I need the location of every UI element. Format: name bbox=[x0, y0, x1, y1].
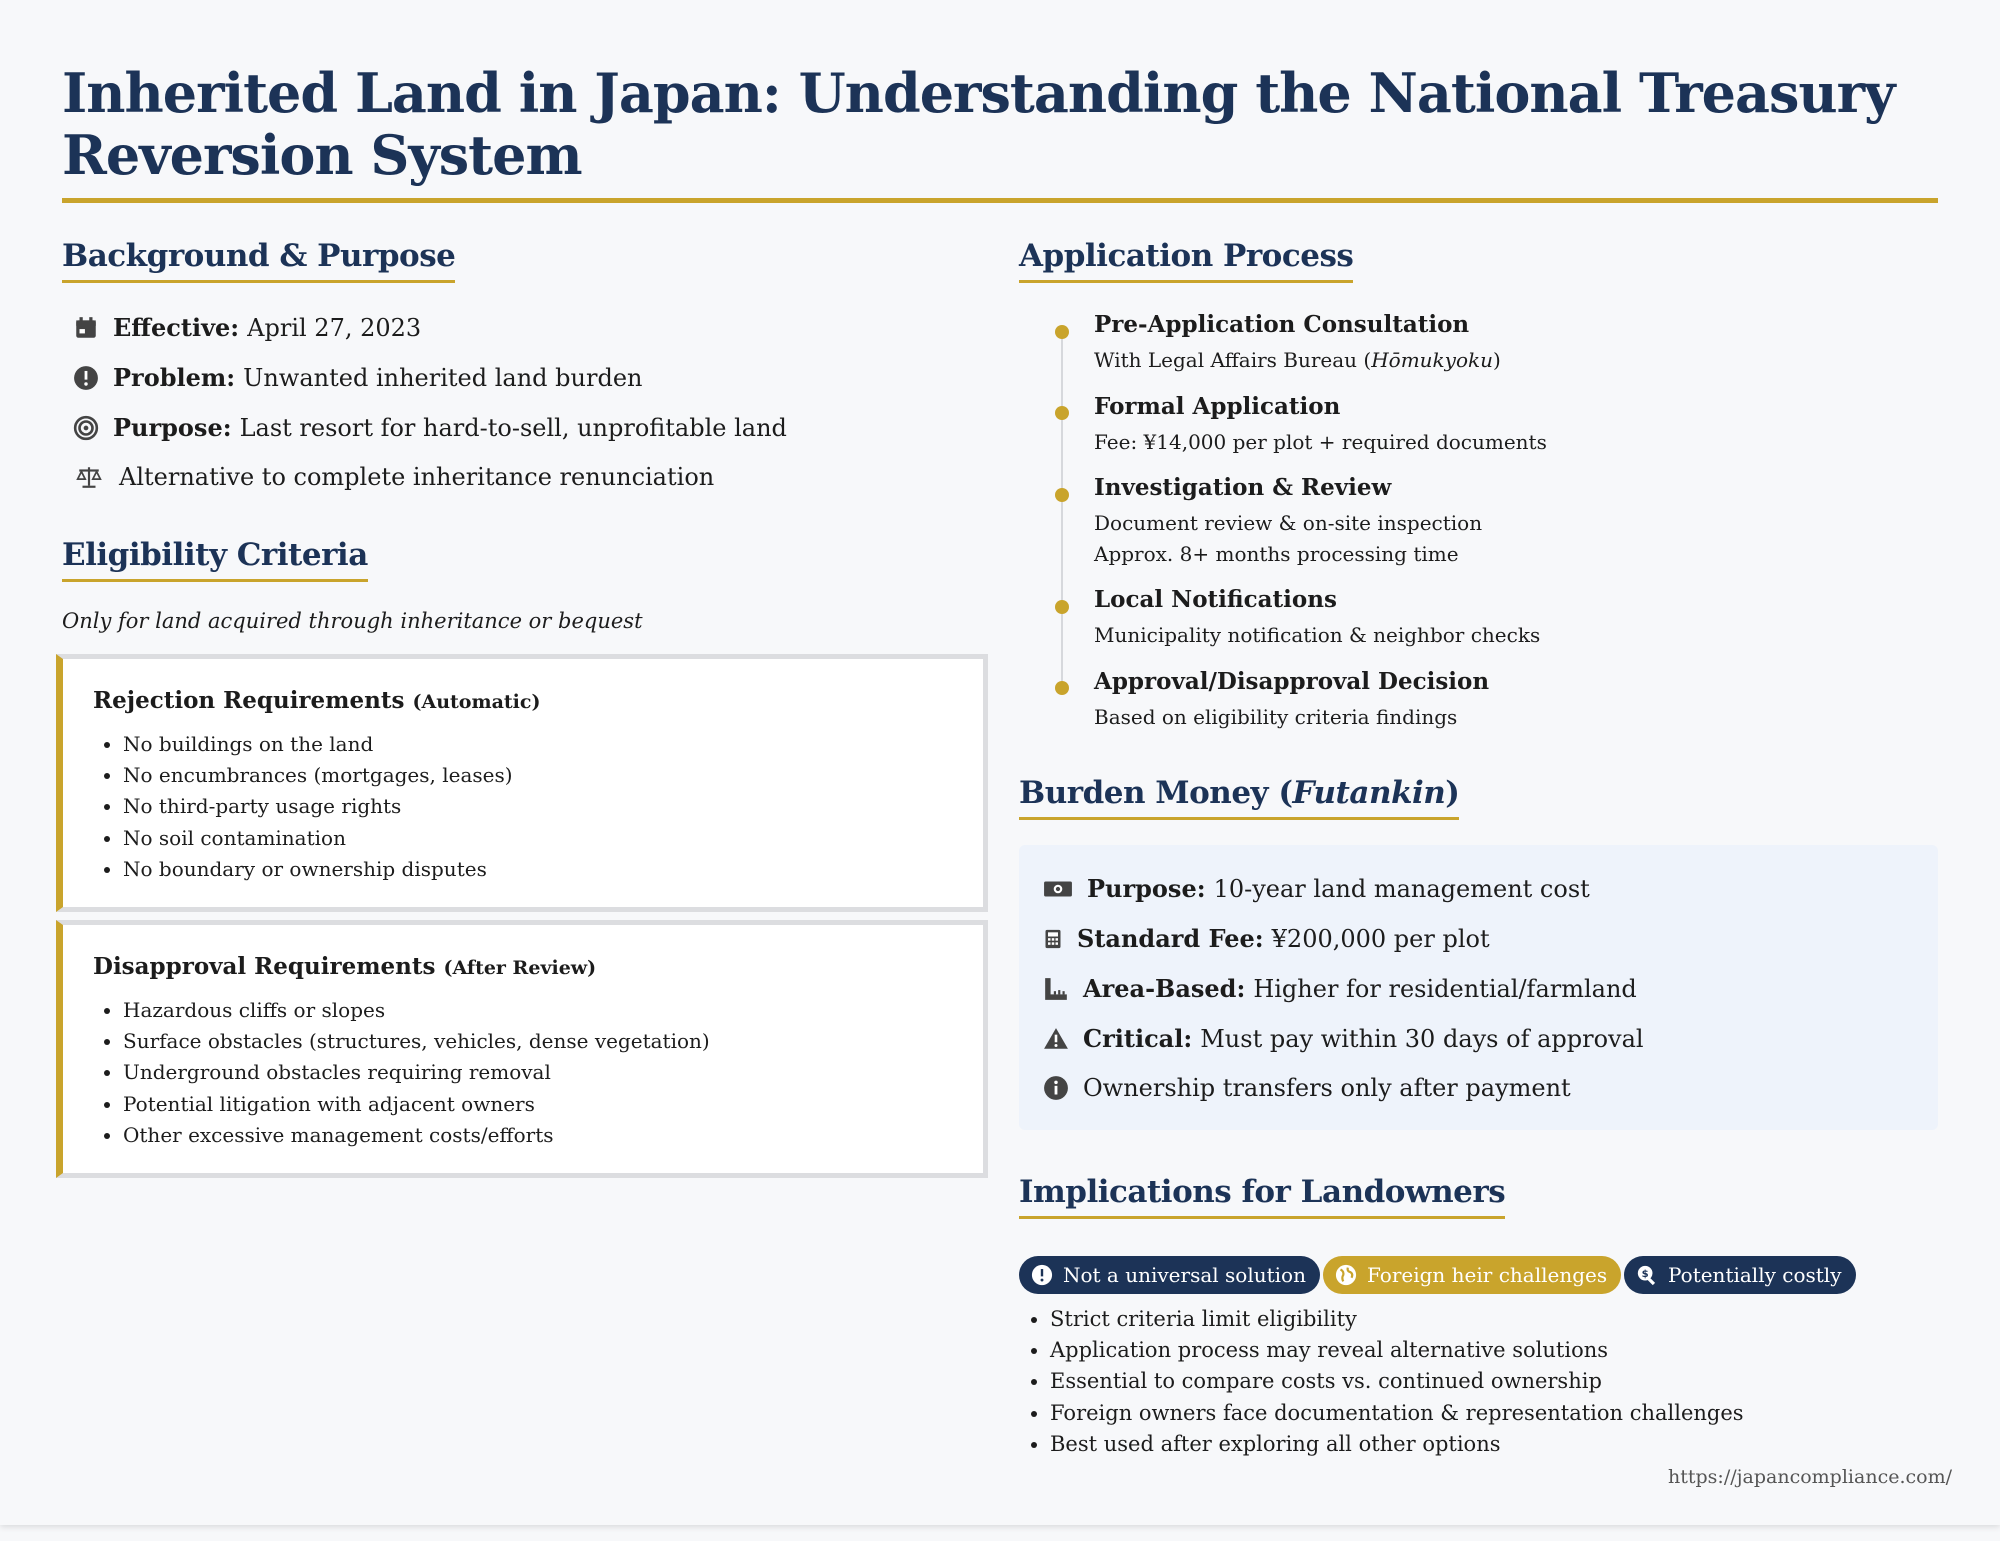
step-dot bbox=[1055, 325, 1069, 339]
background-heading: Background & Purpose bbox=[62, 238, 455, 283]
disapproval-qualifier: (After Review) bbox=[443, 957, 597, 979]
disapproval-card bbox=[56, 920, 988, 1178]
list-item: • Application process may reveal alternative solutions bbox=[1050, 1335, 1744, 1366]
implications-heading: Implications for Landowners bbox=[1019, 1174, 1505, 1219]
rejection-title: Rejection Requirements (Automatic) bbox=[93, 687, 541, 714]
rejection-qualifier: (Automatic) bbox=[412, 691, 541, 713]
effective-label: Effective: bbox=[113, 313, 240, 342]
tag-not-universal: Not a universal solution bbox=[1019, 1256, 1320, 1294]
problem-value: Unwanted inherited land burden bbox=[243, 363, 643, 392]
globe-icon bbox=[1335, 1264, 1357, 1286]
step-title: Local Notifications bbox=[1094, 586, 1337, 613]
calculator-icon bbox=[1043, 926, 1063, 952]
title-divider bbox=[62, 198, 1938, 203]
target-icon bbox=[73, 415, 99, 441]
step-desc: Document review & on-site inspection bbox=[1094, 511, 1483, 535]
step-desc: Approx. 8+ months processing time bbox=[1094, 542, 1459, 566]
list-item: • No boundary or ownership disputes bbox=[123, 854, 513, 885]
step-desc: With Legal Affairs Bureau (Hōmukyoku) bbox=[1094, 348, 1501, 372]
step-dot bbox=[1055, 681, 1069, 695]
list-item: • Hazardous cliffs or slopes bbox=[123, 995, 710, 1026]
ownership-row bbox=[1043, 1074, 1571, 1102]
step-dot bbox=[1055, 600, 1069, 614]
problem-row bbox=[73, 363, 643, 392]
search-dollar-icon bbox=[1636, 1264, 1658, 1286]
step-title: Formal Application bbox=[1094, 393, 1341, 420]
calendar-icon bbox=[73, 315, 99, 341]
ownership-value: Ownership transfers only after payment bbox=[1083, 1074, 1571, 1102]
standard-fee-row bbox=[1043, 924, 1490, 953]
step-dot bbox=[1055, 488, 1069, 502]
alternative-row bbox=[73, 463, 714, 491]
burden-purpose-row bbox=[1043, 874, 1590, 903]
area-based-value: Higher for residential/farmland bbox=[1253, 974, 1637, 1003]
standard-fee-value: ¥200,000 per plot bbox=[1271, 924, 1490, 953]
list-item: • Potential litigation with adjacent owners bbox=[123, 1089, 710, 1120]
list-item: • No third-party usage rights bbox=[123, 791, 513, 822]
ruler-icon bbox=[1043, 976, 1069, 1002]
step-title: Pre-Application Consultation bbox=[1094, 311, 1470, 338]
warning-icon bbox=[1043, 1026, 1069, 1052]
effective-row bbox=[73, 313, 421, 342]
burden-heading: Burden Money (Futankin) bbox=[1019, 775, 1459, 820]
list-item: • Surface obstacles (structures, vehicles, dense vegetation) bbox=[123, 1026, 710, 1057]
eligibility-heading: Eligibility Criteria bbox=[62, 537, 368, 582]
alternative-value: Alternative to complete inheritance renunciation bbox=[119, 463, 715, 491]
balance-scale-icon bbox=[73, 464, 105, 490]
info-icon bbox=[1043, 1075, 1069, 1101]
purpose-label: Purpose: bbox=[113, 413, 232, 442]
tag-foreign-heir: Foreign heir challenges bbox=[1323, 1256, 1621, 1294]
step-desc: Municipality notification & neighbor checks bbox=[1094, 623, 1541, 647]
step-desc: Fee: ¥14,000 per plot + required documents bbox=[1094, 430, 1547, 454]
process-heading: Application Process bbox=[1019, 238, 1353, 283]
critical-label: Critical: bbox=[1083, 1024, 1193, 1053]
critical-row bbox=[1043, 1024, 1644, 1053]
list-item: • Essential to compare costs vs. continued ownership bbox=[1050, 1366, 1744, 1397]
step-dot bbox=[1055, 406, 1069, 420]
step-desc: Based on eligibility criteria findings bbox=[1094, 705, 1458, 729]
money-bill-icon bbox=[1043, 876, 1073, 902]
step-title: Investigation & Review bbox=[1094, 474, 1392, 501]
area-based-label: Area-Based: bbox=[1083, 974, 1246, 1003]
tag-potentially-costly: $ Potentially costly bbox=[1624, 1256, 1856, 1294]
svg-text:$: $ bbox=[1641, 1268, 1649, 1280]
rejection-list bbox=[123, 729, 513, 885]
list-item: • Underground obstacles requiring removal bbox=[123, 1057, 710, 1088]
eligibility-note: Only for land acquired through inheritance or bequest bbox=[62, 609, 643, 633]
process-timeline bbox=[1061, 330, 1063, 690]
standard-fee-label: Standard Fee: bbox=[1077, 924, 1264, 953]
burden-purpose-label: Purpose: bbox=[1087, 874, 1206, 903]
list-item: • Other excessive management costs/efforts bbox=[123, 1120, 710, 1151]
step-title: Approval/Disapproval Decision bbox=[1094, 668, 1490, 695]
problem-label: Problem: bbox=[113, 363, 236, 392]
page-title: Inherited Land in Japan: Understanding the National Treasury Reversion System bbox=[62, 61, 1895, 187]
list-item: • Best used after exploring all other options bbox=[1050, 1429, 1744, 1460]
purpose-value: Last resort for hard-to-sell, unprofitable land bbox=[239, 413, 787, 442]
purpose-row bbox=[73, 413, 787, 442]
critical-value: Must pay within 30 days of approval bbox=[1200, 1024, 1644, 1053]
burden-purpose-value: 10-year land management cost bbox=[1213, 874, 1590, 903]
list-item: • Strict criteria limit eligibility bbox=[1050, 1304, 1744, 1335]
list-item: • No soil contamination bbox=[123, 823, 513, 854]
disapproval-list bbox=[123, 995, 710, 1151]
list-item: • No encumbrances (mortgages, leases) bbox=[123, 760, 513, 791]
list-item: • Foreign owners face documentation & representation challenges bbox=[1050, 1398, 1744, 1429]
rejection-card bbox=[56, 654, 988, 912]
disapproval-title: Disapproval Requirements (After Review) bbox=[93, 953, 597, 980]
implications-list bbox=[1050, 1304, 1744, 1460]
area-based-row bbox=[1043, 974, 1637, 1003]
list-item: • No buildings on the land bbox=[123, 729, 513, 760]
footer-url: https://japancompliance.com/ bbox=[1668, 1466, 1952, 1488]
exclamation-circle-icon bbox=[1031, 1264, 1053, 1286]
exclamation-circle-icon bbox=[73, 365, 99, 391]
effective-value: April 27, 2023 bbox=[247, 313, 422, 342]
